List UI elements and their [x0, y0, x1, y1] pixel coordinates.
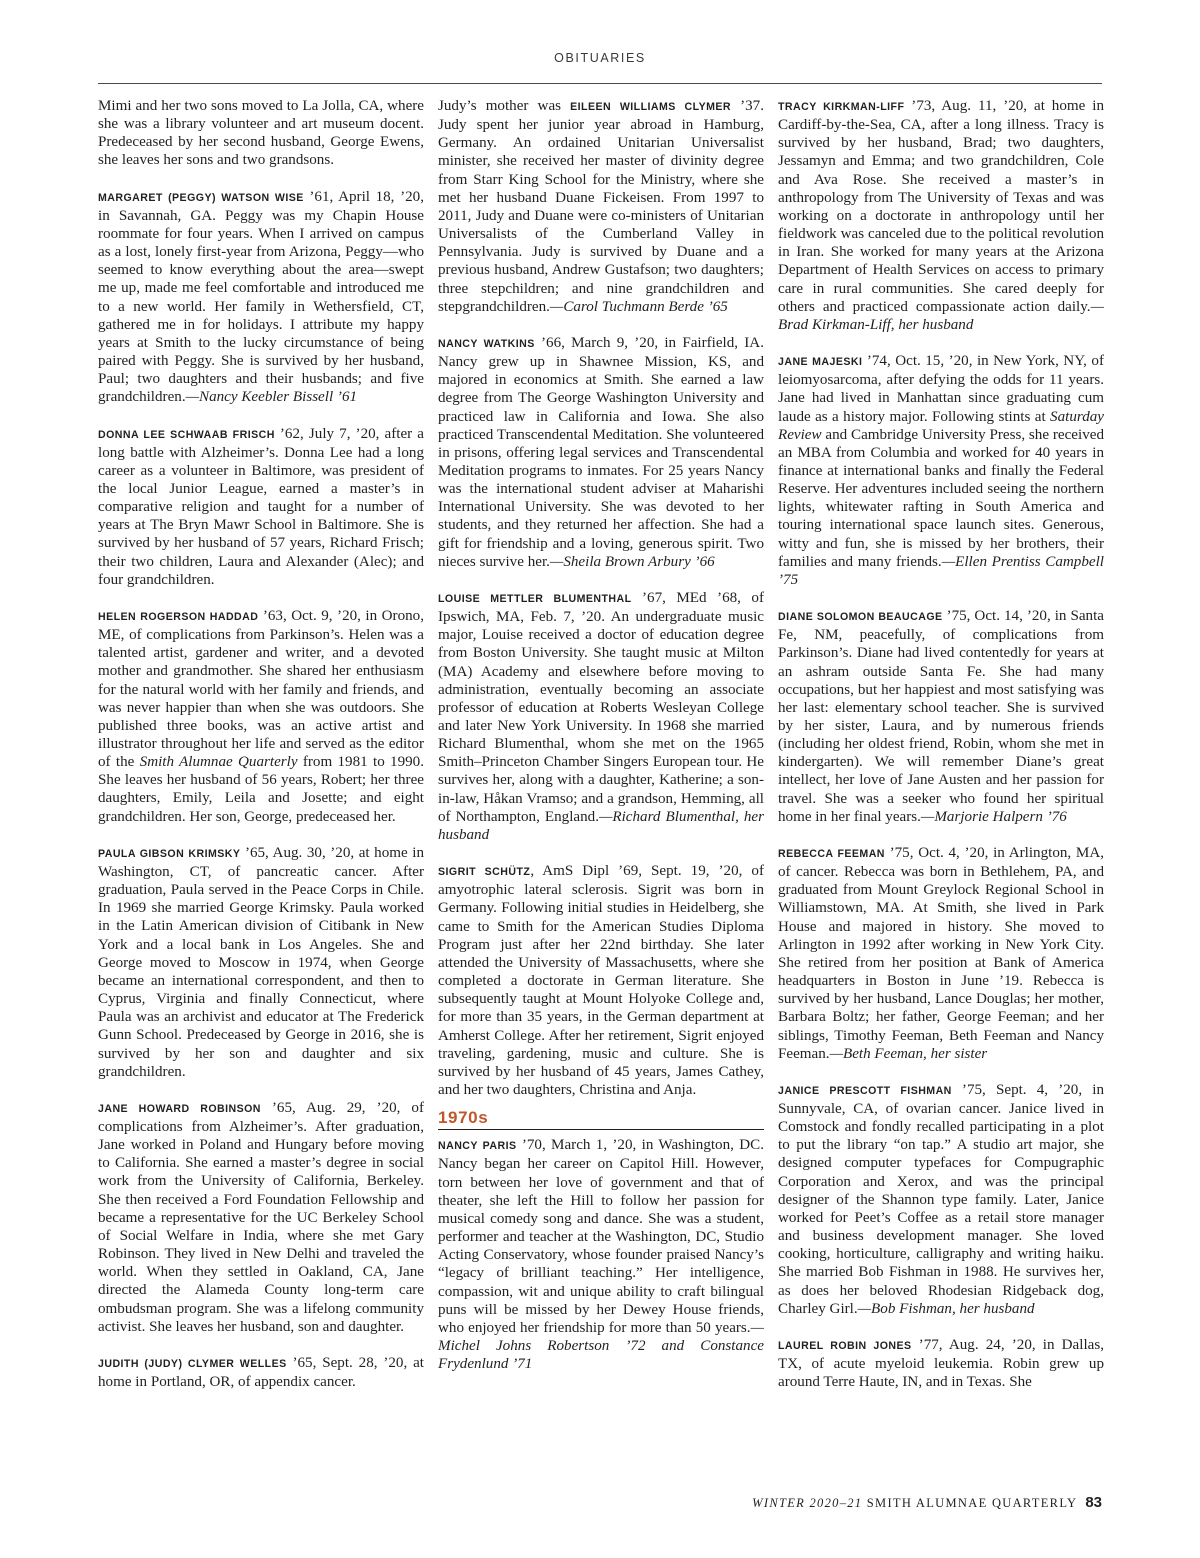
- obituary-entry: Mimi and her two sons moved to La Jolla, CA, where she was a library volunteer and art museum docent. Predeceased by her second husband, George Ewens, she leaves her sons and two grandsons.: [98, 98, 424, 169]
- obituary-name: LOUISE METTLER BLUMENTHAL: [438, 592, 632, 605]
- obituary-entry: JUDITH (JUDY) CLYMER WELLES ’65, Sept. 28, ’20, at home in Portland, OR, of appendix cancer.: [98, 1354, 424, 1390]
- obituary-signature: —Ellen Prentiss Campbell ’75: [778, 553, 1104, 588]
- obituary-entry: HELEN ROGERSON HADDAD ’63, Oct. 9, ’20, in Orono, ME, of complications from Parkinson’s. Helen was a talented artist, gardener and writer, and a devoted mother and grandmother. She shared her enthusiasm for the natural world with her family and friends, and was never happier than when she was outdoors. She published three books, was an active artist and illustrator throughout her life and served as the editor of the Smith Alumnae Quarterly from 1981 to 1990. She leaves her husband of 56 years, Robert; her three daughters, Emily, Leila and Josette; and eight grandchildren. Her son, George, predeceased her.: [98, 607, 424, 825]
- obituary-name: MARGARET (PEGGY) WATSON WISE: [98, 191, 304, 204]
- obituary-entry: NANCY WATKINS ’66, March 9, ’20, in Fairfield, IA. Nancy grew up in Shawnee Mission, KS, and majored in economics at Smith. She earned a law degree from The George Washington University and practiced law in California and Iowa. She also practiced Transcendental Meditation. She volunteered in prisons, offering legal services and Transcendental Meditation programs to inmates. For 25 years Nancy was the international student adviser at Maharishi International University. She was devoted to her students, and they returned her affection. She had a gift for friendship and a loving, generous spirit. Two nieces survive her.—Sheila Brown Arbury ’66: [438, 334, 764, 570]
- obituary-name: EILEEN WILLIAMS CLYMER: [570, 101, 731, 113]
- obituary-signature: —Beth Feeman, her sister: [829, 1045, 988, 1062]
- obituary-entry: JANICE PRESCOTT FISHMAN ’75, Sept. 4, ’20, in Sunnyvale, CA, of ovarian cancer. Janice lived in Comstock and fondly recalled participating in a plot to put the library “on tap.” A studio art major, she designed computer typefaces for Compugraphic Corporation and Xerox, and was the principal designer of the Shannon type family. Later, Janice worked for Peet’s Coffee as a retail store manager and business development manager. She loved cooking, horticulture, calligraphy and writing haiku. She married Bob Fishman in 1988. He survives her, as does her beloved Rhodesian Ridgeback dog, Charley Girl.—Bob Fishman, her husband: [778, 1081, 1104, 1317]
- obituary-entry: LAUREL ROBIN JONES ’77, Aug. 24, ’20, in Dallas, TX, of acute myeloid leukemia. Robin grew up around Terre Haute, IN, and in Texas. She: [778, 1336, 1104, 1391]
- obituary-name: PAULA GIBSON KRIMSKY: [98, 847, 241, 860]
- obituary-signature: —Richard Blumenthal, her husband: [438, 808, 764, 843]
- obituary-entry: TRACY KIRKMAN-LIFF ’73, Aug. 11, ’20, at home in Cardiff-by-the-Sea, CA, after a long illness. Tracy is survived by her husband, Brad; two daughters, Jessamyn and Emma; and two grandchildren, Cole and Ava Rose. She received a master’s in anthropology from The University of Texas and was working on a doctorate in anthropology until her fieldwork was canceled due to the political revolution in Iran. She worked for many years at the Arizona Department of Health Services on access to primary care in rural communities. She cared deeply for others and practiced compassionate action daily.—Brad Kirkman-Liff, her husband: [778, 98, 1104, 333]
- issue-label: WINTER 2020–21: [752, 1496, 863, 1510]
- decade-heading: 1970s: [438, 1109, 764, 1130]
- header-rule: [98, 83, 1102, 84]
- magazine-name: SMITH ALUMNAE QUARTERLY: [866, 1496, 1077, 1510]
- obituary-name: JANICE PRESCOTT FISHMAN: [778, 1084, 952, 1097]
- obituary-name: DONNA LEE SCHWAAB FRISCH: [98, 428, 275, 441]
- obituary-name: NANCY WATKINS: [438, 337, 535, 350]
- page-number: 83: [1085, 1494, 1102, 1511]
- publication-title: Smith Alumnae Quarterly: [139, 754, 298, 771]
- obituary-name: JANE HOWARD ROBINSON: [98, 1102, 261, 1115]
- obituary-signature: —Sheila Brown Arbury ’66: [549, 553, 715, 570]
- obituary-entry: DIANE SOLOMON BEAUCAGE ’75, Oct. 14, ’20, in Santa Fe, NM, peacefully, of complications from Parkinson’s. Diane had lived contentedly for years at an ashram outside Santa Fe. She had many occupations, but her happiest and most satisfying was her last: elementary school teacher. She is survived by her sister, Laura, and by numerous friends (including her oldest friend, Robin, whom she met in kindergarten). We will remember Diane’s great intellect, her love of Jane Austen and her passion for travel. She was a seeker who found her spiritual home in her final years.—Marjorie Halpern ’76: [778, 608, 1104, 825]
- obituary-name: TRACY KIRKMAN-LIFF: [778, 101, 905, 113]
- obituary-entry: DONNA LEE SCHWAAB FRISCH ’62, July 7, ’20, after a long battle with Alzheimer’s. Donna Lee had a long career as a volunteer in Baltimore, was president of the local Junior League, earned a master’s in comparative religion and taught for a number of years at The Bryn Mawr School in Baltimore. She is survived by her husband of 57 years, Richard Frisch; their two children, Laura and Alexander (Alec); and four grandchildren.: [98, 425, 424, 588]
- obituary-name: HELEN ROGERSON HADDAD: [98, 610, 259, 623]
- obituary-signature: —Brad Kirkman-Liff, her husband: [778, 298, 1104, 333]
- obituary-signature: —Nancy Keebler Bissell ’61: [185, 389, 358, 406]
- obituary-signature: —Carol Tuchmann Berde ’65: [549, 298, 728, 315]
- obituary-entry: Judy’s mother was EILEEN WILLIAMS CLYMER ’37. Judy spent her junior year abroad in Hamburg, Germany. An ordained Unitarian Universalist minister, she received her master of divinity degree from Starr King School for the Ministry, where she met her husband Duane Fickeisen. From 1997 to 2011, Judy and Duane were co-ministers of Unitarian Universalists of the Cumberland Valley in Pennsylvania. Judy is survived by Duane and a previous husband, Andrew Gustafson; two daughters; three stepchildren; and nine grandchildren and stepgrandchildren.—Carol Tuchmann Berde ’65: [438, 98, 764, 315]
- obituary-name: JUDITH (JUDY) CLYMER WELLES: [98, 1357, 287, 1370]
- obituary-name: REBECCA FEEMAN: [778, 847, 885, 860]
- obituary-name: JANE MAJESKI: [778, 356, 863, 369]
- obituary-entry: NANCY PARIS ’70, March 1, ’20, in Washington, DC. Nancy began her career on Capitol Hill. However, torn between her love of government and that of theater, she left the Hill to follow her passion for musical comedy song and dance. She was a student, performer and teacher at the Washington, DC, Studio Acting Conservatory, whose founder praised Nancy’s “legacy of brilliant teaching.” Her intelligence, compassion, wit and unique ability to craft bilingual puns will be missed by her Dewey House friends, who enjoyed her friendship for more than 50 years.—Michel Johns Robertson ’72 and Constance Frydenlund ’71: [438, 1137, 764, 1373]
- obituary-name: DIANE SOLOMON BEAUCAGE: [778, 611, 943, 624]
- obituary-entry: JANE MAJESKI ’74, Oct. 15, ’20, in New York, NY, of leiomyosarcoma, after defying the odds for 11 years. Jane had lived in Manhattan since graduating cum laude as a history major. Following stints at Saturday Review and Cambridge University Press, she received an MBA from Columbia and worked for 40 years in finance at international banks and finally the Federal Reserve. Her adventures included seeing the northern lights, whitewater rafting in South America and touring international space launch sites. Generous, witty and fun, she is missed by her brothers, their families and many friends.—Ellen Prentiss Campbell ’75: [778, 353, 1104, 588]
- obituary-entry: REBECCA FEEMAN ’75, Oct. 4, ’20, in Arlington, MA, of cancer. Rebecca was born in Bethlehem, PA, and graduated from Mount Greylock Regional School in Williamstown, MA. At Smith, she lived in Park House and majored in history. She moved to Arlington in 1992 after working in New York City. She retired from her position at Bank of America headquarters in Boston in June ’19. Rebecca is survived by her husband, Lance Douglas; her mother, Barbara Boltz; her father, George Feeman; and her siblings, Timothy Feeman, Beth Feeman and Nancy Feeman.—Beth Feeman, her sister: [778, 844, 1104, 1062]
- column-1: [98, 97, 424, 1489]
- obituary-signature: —Michel Johns Robertson ’72 and Constance Frydenlund ’71: [438, 1319, 764, 1373]
- obituary-entry: MARGARET (PEGGY) WATSON WISE ’61, April 18, ’20, in Savannah, GA. Peggy was my Chapin House roommate for four years. When I arrived on campus as a lost, lonely first-year from Arizona, Peggy—who seemed to know everything about the area—swept me up, made me feel comfortable and introduced me to a new world. Her family in Wethersfield, CT, gathered me in for holidays. I attribute my happy years at Smith to the lucky circumstance of being paired with Peggy. She is survived by her husband, Paul; two daughters and their husbands; and five grandchildren.—Nancy Keebler Bissell ’61: [98, 188, 424, 406]
- obituary-name: SIGRIT SCHÜTZ: [438, 866, 531, 879]
- obituary-signature: —Marjorie Halpern ’76: [920, 808, 1067, 825]
- column-2: [438, 97, 764, 1489]
- section-header: OBITUARIES: [554, 51, 646, 65]
- column-3: [778, 97, 1104, 1489]
- publication-title: Saturday Review: [778, 408, 1104, 443]
- obituary-entry: JANE HOWARD ROBINSON ’65, Aug. 29, ’20, of complications from Alzheimer’s. After graduation, Jane worked in Poland and Hungary before moving to California. She earned a master’s degree in social work from the University of California, Berkeley. She then received a Ford Foundation Fellowship and became a representative for the UC Berkeley School of Social Welfare in India, where she met Gary Robinson. They lived in New Delhi and traveled the world. When they settled in Oakland, CA, Jane directed the Alameda County long-term care ombudsman program. She was a lifelong community activist. She leaves her husband, son and daughter.: [98, 1099, 424, 1335]
- obituary-signature: —Bob Fishman, her husband: [857, 1300, 1035, 1317]
- obituary-name: LAUREL ROBIN JONES: [778, 1339, 912, 1352]
- obituary-name: NANCY PARIS: [438, 1140, 517, 1153]
- obituary-entry: SIGRIT SCHÜTZ, AmS Dipl ’69, Sept. 19, ’20, of amyotrophic lateral sclerosis. Sigrit was born in Germany. Following initial studies in Heidelberg, she came to Smith for the American Studies Diploma Program just after her 22nd birthday. She later attended the University of Massachusetts, where she completed a doctorate in German literature. She subsequently taught at Mount Holyoke College and, for more than 35 years, in the German department at Amherst College. After her retirement, Sigrit enjoyed traveling, gardening, music and culture. She is survived by her husband of 45 years, James Cathey, and her two daughters, Christina and Anja.: [438, 863, 764, 1098]
- page-footer: [752, 1494, 1102, 1511]
- obituary-entry: PAULA GIBSON KRIMSKY ’65, Aug. 30, ’20, at home in Washington, CT, of pancreatic cancer. After graduation, Paula served in the Peace Corps in Chile. In 1969 she married George Krimsky. Paula worked in the Latin American division of Citibank in New York and a local bank in Los Angeles. She and George moved to Moscow in 1974, when George became an international correspondent, and then to Cyprus, Virginia and finally Connecticut, where Paula was an archivist and educator at The Frederick Gunn School. Predeceased by George in 2016, she is survived by her son and daughter and six grandchildren.: [98, 844, 424, 1080]
- obituary-entry: LOUISE METTLER BLUMENTHAL ’67, MEd ’68, of Ipswich, MA, Feb. 7, ’20. An undergraduate music major, Louise received a doctor of education degree from Boston University. She taught music at Milton (MA) Academy and elsewhere before moving to administration, eventually becoming an associate professor of education at Roberts Wesleyan College and later New York University. In 1968 she married Richard Blumenthal, whom she met on the 1965 Smith–Princeton Chamber Singers European tour. He survives her, along with a daughter, Katherine; a son-in-law, Håkan Vramso; and a grandson, Hemming, all of Northampton, England.—Richard Blumenthal, her husband: [438, 589, 764, 843]
